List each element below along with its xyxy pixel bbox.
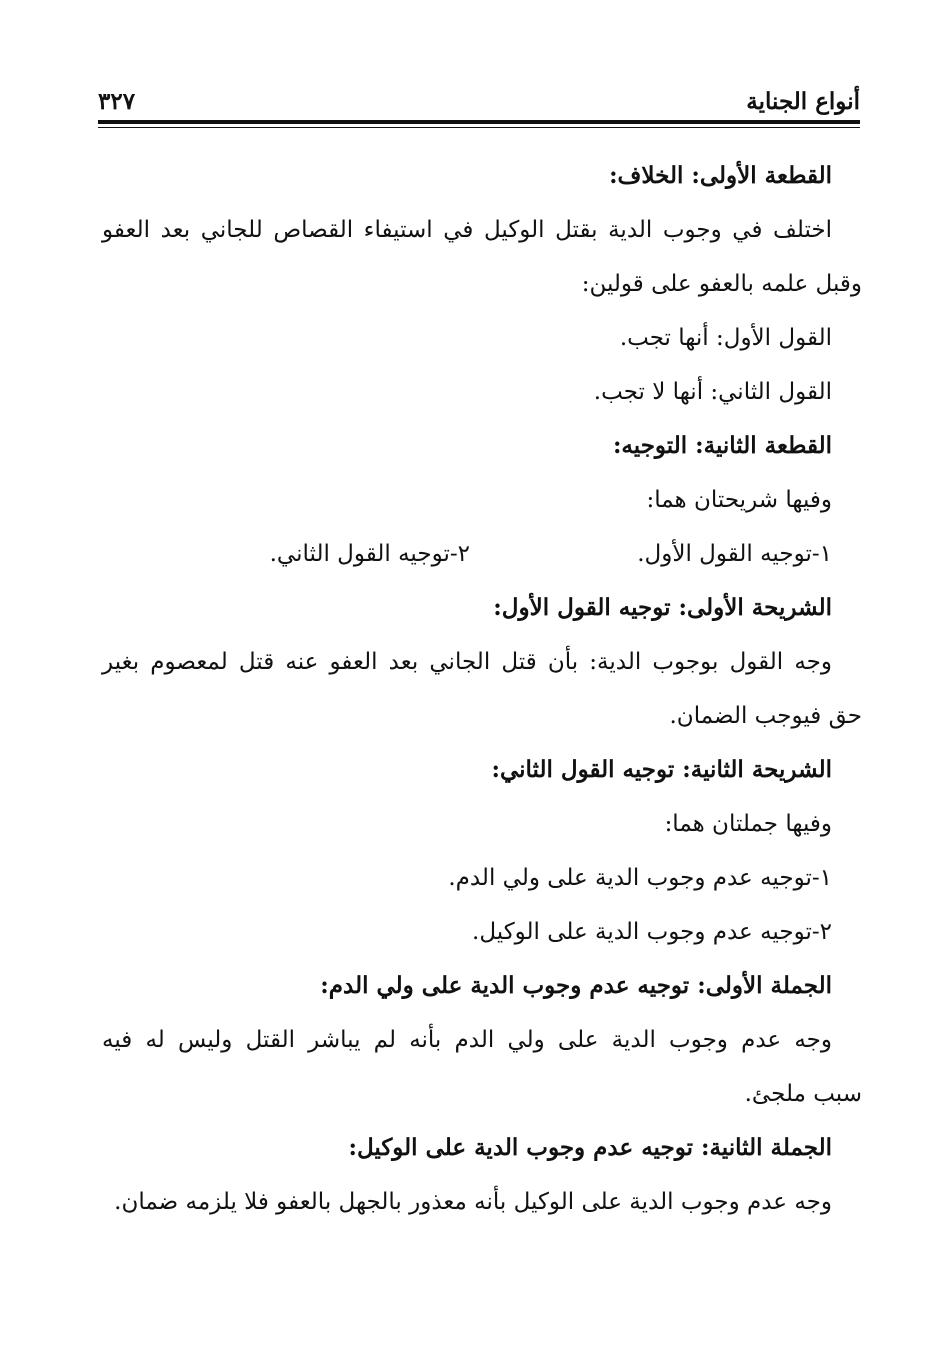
paragraph-line: سبب ملجئ. (744, 1081, 862, 1107)
running-header (98, 86, 860, 118)
page-number: ٣٢٧ (98, 88, 136, 115)
subheading: الشريحة الأولى: توجيه القول الأول: (493, 594, 832, 621)
paragraph-line: وفيها شريحتان هما: (646, 487, 832, 513)
list-item: ٢-توجيه القول الثاني. (269, 541, 470, 567)
opinion-line: القول الأول: أنها تجب. (619, 325, 832, 351)
paragraph-line: وجه القول بوجوب الدية: بأن قتل الجاني بعد العفو عنه قتل لمعصوم بغير (102, 649, 832, 675)
paragraph-line: وجه عدم وجوب الدية على ولي الدم بأنه لم يباشر القتل وليس له فيه (102, 1027, 832, 1053)
subheading: الجملة الأولى: توجيه عدم وجوب الدية على ولي الدم: (320, 972, 832, 999)
header-rule-thin (98, 127, 860, 128)
heading-section-1: القطعة الأولى: الخلاف: (609, 162, 832, 189)
list-item: ٢-توجيه عدم وجوب الدية على الوكيل. (472, 919, 832, 945)
paragraph-line: وجه عدم وجوب الدية على الوكيل بأنه معذور بالجهل بالعفو فلا يلزمه ضمان. (114, 1189, 832, 1215)
heading-section-2: القطعة الثانية: التوجيه: (612, 432, 832, 459)
paragraph-line: حق فيوجب الضمان. (669, 703, 862, 729)
paragraph-line: وقبل علمه بالعفو على قولين: (581, 271, 862, 297)
subheading: الشريحة الثانية: توجيه القول الثاني: (491, 756, 832, 783)
header-rule-thick (98, 120, 860, 124)
paragraph-line: وفيها جملتان هما: (664, 811, 832, 837)
list-item: ١-توجيه القول الأول. (637, 541, 832, 567)
list-item: ١-توجيه عدم وجوب الدية على ولي الدم. (448, 865, 832, 891)
paragraph-line: اختلف في وجوب الدية بقتل الوكيل في استيفاء القصاص للجاني بعد العفو (102, 217, 832, 243)
subheading: الجملة الثانية: توجيه عدم وجوب الدية على الوكيل: (348, 1134, 832, 1161)
opinion-line: القول الثاني: أنها لا تجب. (593, 379, 832, 405)
chapter-title: أنواع الجناية (746, 88, 860, 115)
